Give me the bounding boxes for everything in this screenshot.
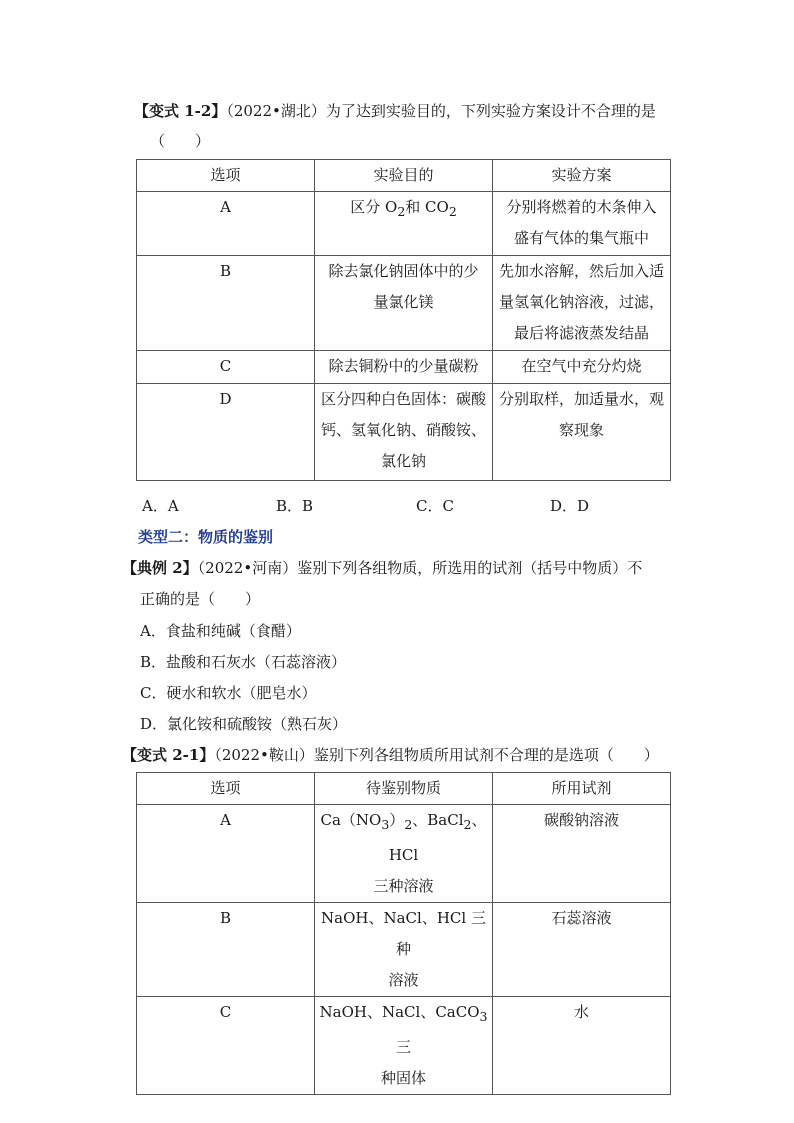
header-cell: 所用试剂 bbox=[493, 773, 671, 805]
example-2-stem bbox=[122, 557, 642, 579]
reagent-cell: 水 bbox=[493, 997, 671, 1095]
substances-cell: NaOH、NaCl、HCl 三种 溶液 bbox=[315, 903, 493, 997]
question-text: 鉴别下列各组物质所用试剂不合理的是选项（ ） bbox=[313, 746, 659, 764]
reagent-cell: 碳酸钠溶液 bbox=[493, 805, 671, 903]
option-c[interactable]: C．硬水和软水（肥皂水） bbox=[140, 684, 317, 702]
option-d[interactable]: D．氯化铵和硫酸铵（熟石灰） bbox=[140, 715, 348, 733]
substances-cell: $Ca(NO_3)_2$、BaCl$_2$、HCl 三种溶液 bbox=[315, 805, 493, 903]
goal-cell: 区分四种白色固体：碳酸 钙、氢氧化钠、硝酸铵、 氯化钠 bbox=[315, 384, 493, 481]
question-1-2-stem bbox=[134, 100, 656, 122]
identification-table bbox=[136, 772, 671, 1095]
table-row bbox=[137, 997, 671, 1095]
question-2-1-stem bbox=[122, 744, 659, 766]
section-title: 类型二：物质的鉴别 bbox=[138, 528, 274, 546]
question-source: （2022•鞍山） bbox=[214, 746, 314, 764]
table-row bbox=[137, 805, 671, 903]
goal-cell: 除去铜粉中的少量碳粉 bbox=[315, 351, 493, 384]
choice-c[interactable]: C．C bbox=[416, 497, 454, 515]
goal-cell: 除去氯化钠固体中的少 量氯化镁 bbox=[315, 256, 493, 351]
question-tag: 【变式 1-2】 bbox=[134, 102, 227, 120]
choice-a[interactable]: A．A bbox=[142, 497, 179, 515]
question-tag: 【变式 2-1】 bbox=[122, 746, 215, 764]
table-row bbox=[137, 192, 671, 256]
option-b[interactable]: B．盐酸和石灰水（石蕊溶液） bbox=[140, 653, 347, 671]
header-cell: 选项 bbox=[137, 160, 315, 192]
table-row bbox=[137, 256, 671, 351]
option-cell: D bbox=[137, 384, 315, 481]
header-cell: 实验方案 bbox=[493, 160, 671, 192]
example-source: （2022•河南） bbox=[197, 559, 298, 577]
option-cell: A bbox=[137, 192, 315, 256]
table-header-row bbox=[137, 773, 671, 805]
experiment-table bbox=[136, 159, 671, 481]
table-row bbox=[137, 903, 671, 997]
plan-cell: 先加水溶解，然后加入适 量氢氧化钠溶液，过滤， 最后将滤液蒸发结晶 bbox=[493, 256, 671, 351]
question-text: 为了达到实验目的，下列实验方案设计不合理的是 bbox=[325, 102, 656, 120]
goal-cell: 区分 $O_2$和 $CO_2$ bbox=[315, 192, 493, 256]
question-source: （2022•湖北） bbox=[226, 102, 326, 120]
substances-cell: NaOH、NaCl、CaCO$_3$三 种固体 bbox=[315, 997, 493, 1095]
option-cell: A bbox=[137, 805, 315, 903]
choices-row bbox=[142, 495, 589, 517]
reagent-cell: 石蕊溶液 bbox=[493, 903, 671, 997]
header-cell: 选项 bbox=[137, 773, 315, 805]
option-cell: C bbox=[137, 351, 315, 384]
choice-b[interactable]: B．B bbox=[276, 497, 314, 515]
table-header-row bbox=[137, 160, 671, 192]
example-tag: 【典例 2】 bbox=[122, 559, 198, 577]
table-row bbox=[137, 351, 671, 384]
option-cell: B bbox=[137, 256, 315, 351]
example-text: 鉴别下列各组物质，所选用的试剂（括号中物质）不 bbox=[297, 559, 643, 577]
option-cell: C bbox=[137, 997, 315, 1095]
header-cell: 待鉴别物质 bbox=[315, 773, 493, 805]
answer-paren: （ ） bbox=[150, 132, 211, 150]
plan-cell: 分别取样，加适量水，观 察现象 bbox=[493, 384, 671, 481]
table-row bbox=[137, 384, 671, 481]
example-text-cont: 正确的是（ ） bbox=[140, 590, 261, 608]
option-a[interactable]: A．食盐和纯碱（食醋） bbox=[140, 622, 301, 640]
option-cell: B bbox=[137, 903, 315, 997]
choice-d[interactable]: D．D bbox=[550, 497, 590, 515]
header-cell: 实验目的 bbox=[315, 160, 493, 192]
plan-cell: 分别将燃着的木条伸入 盛有气体的集气瓶中 bbox=[493, 192, 671, 256]
plan-cell: 在空气中充分灼烧 bbox=[493, 351, 671, 384]
